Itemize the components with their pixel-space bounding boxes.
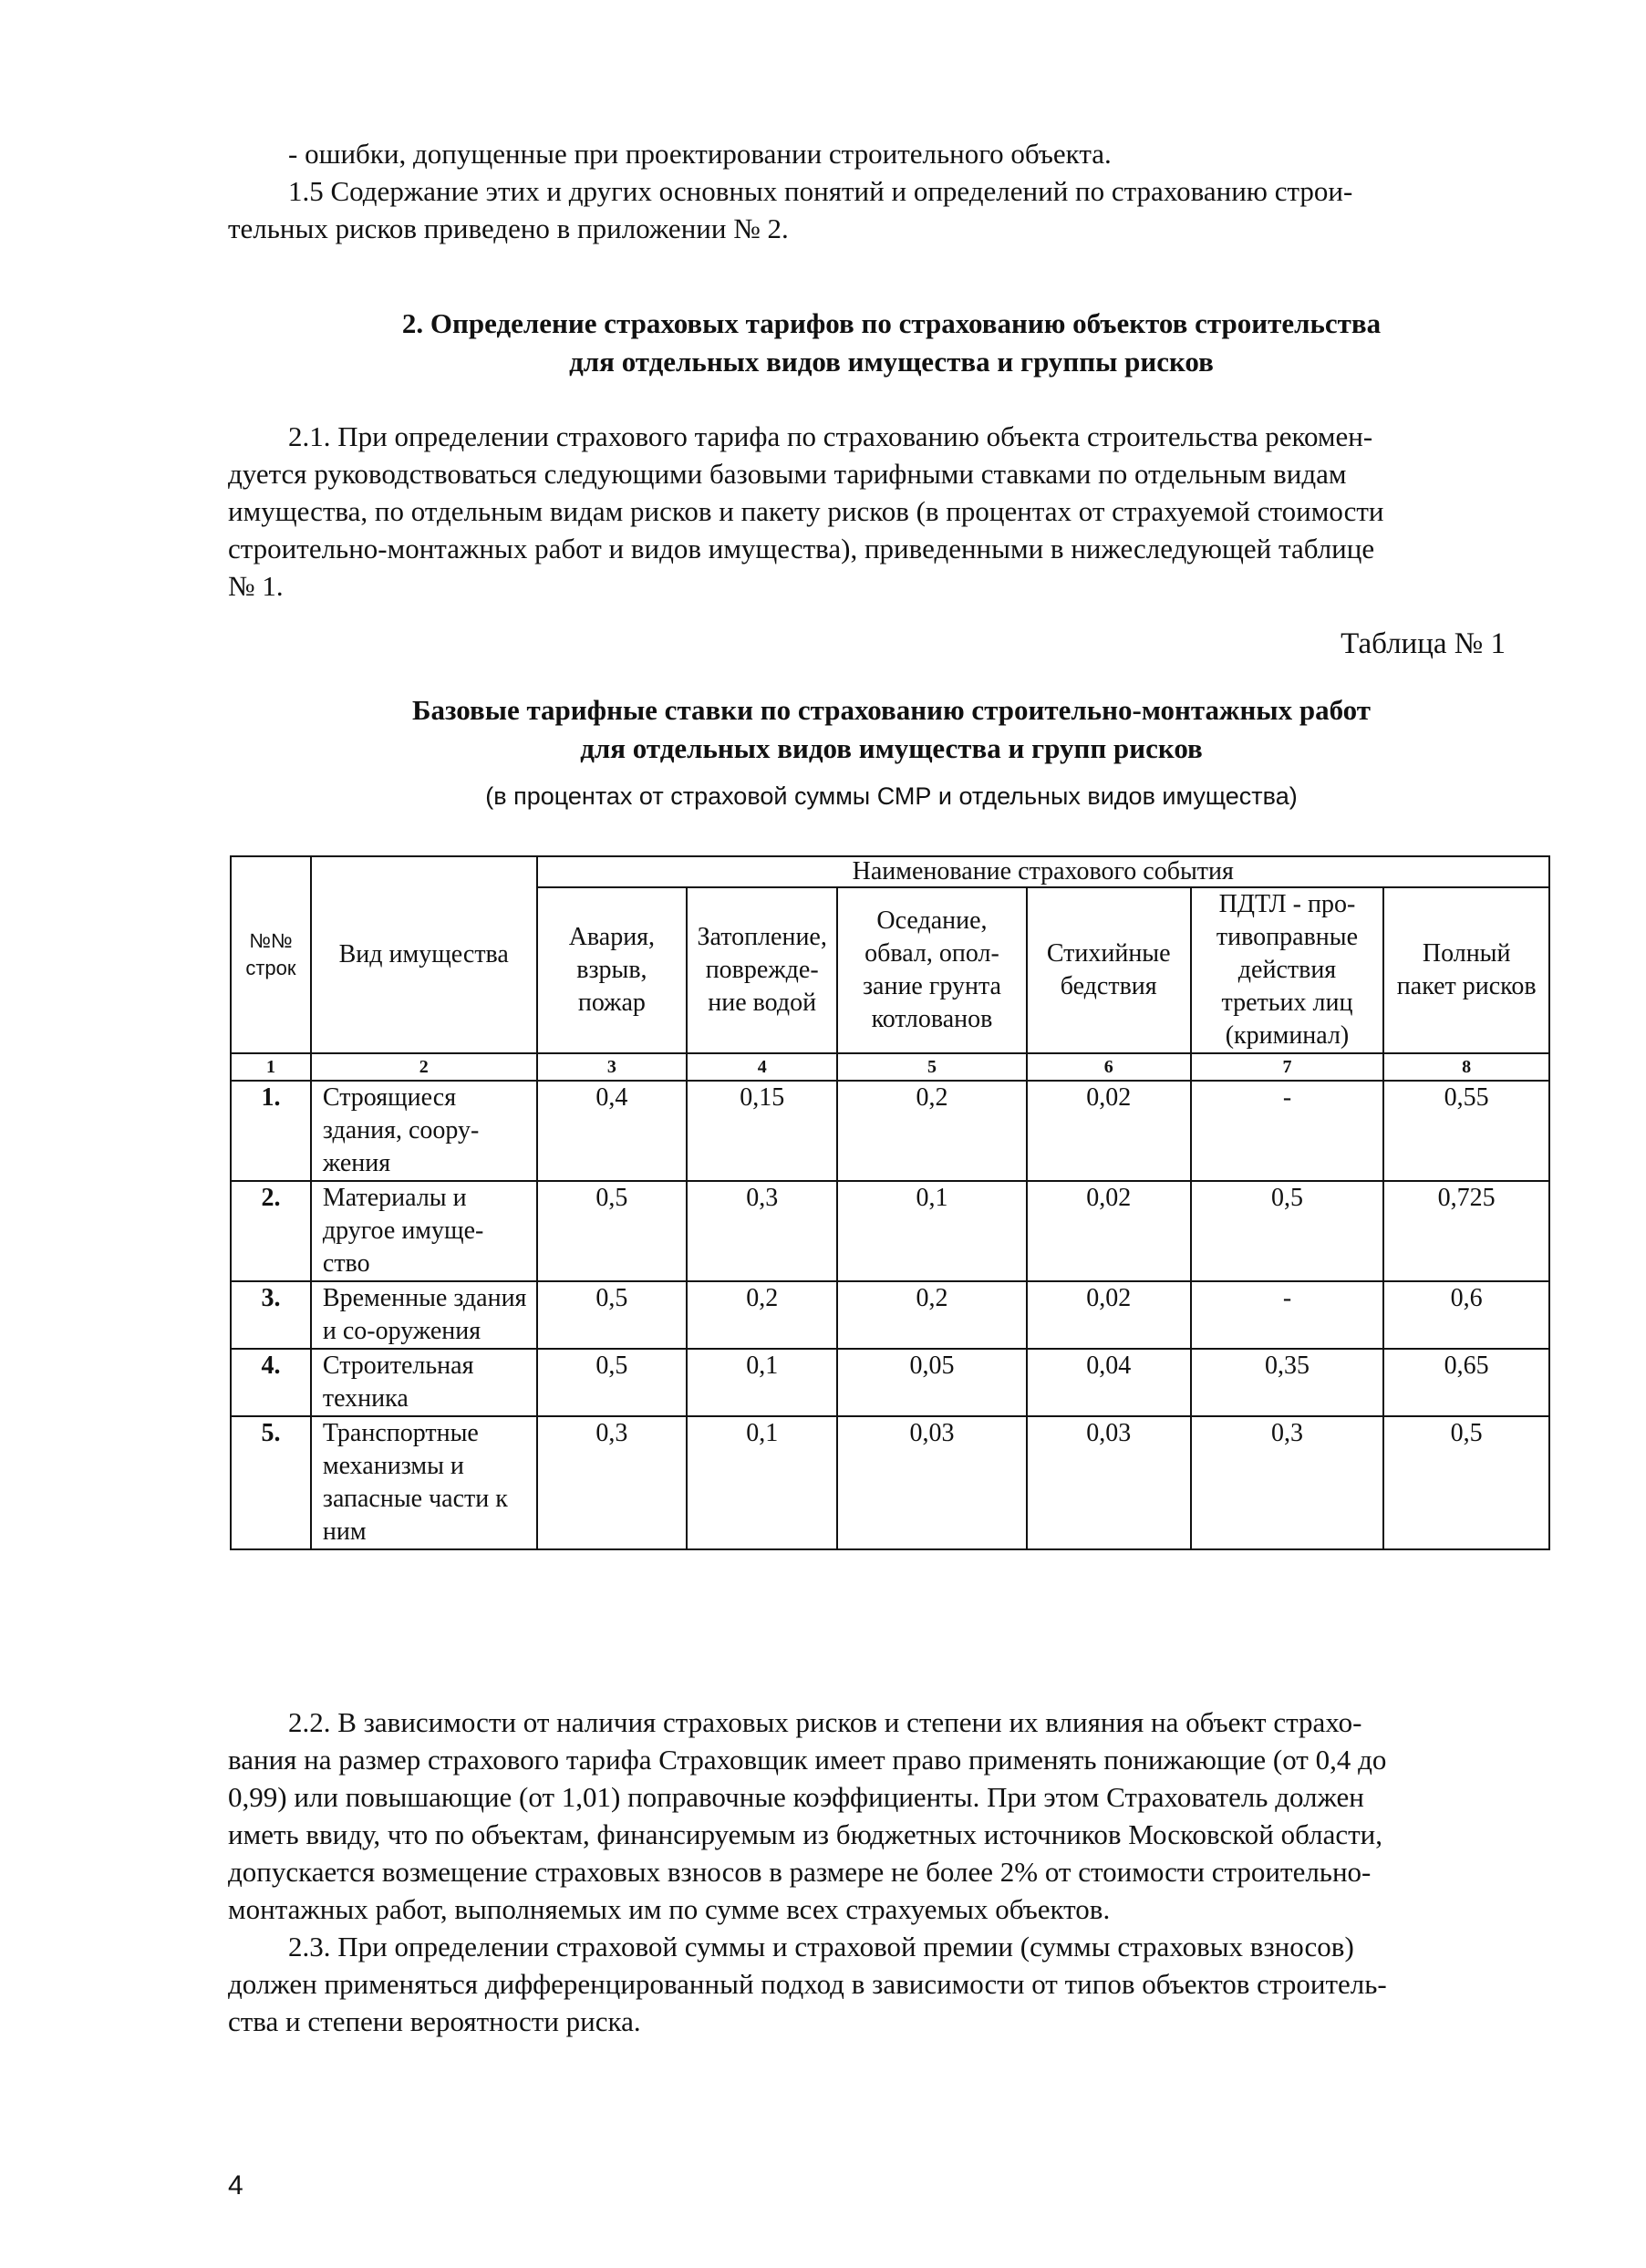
rate-cell: 0,2 [687,1281,837,1349]
column-number: 8 [1383,1053,1549,1081]
header-event: Оседание, обвал, опол-зание грунта котлованов [837,887,1027,1053]
column-number: 2 [311,1053,537,1081]
header-event: Стихийные бедствия [1027,887,1191,1053]
rate-cell: 0,35 [1191,1349,1384,1416]
table-header-row [231,856,1549,887]
rate-cell: 0,03 [837,1416,1027,1549]
intro-text [228,135,1555,247]
rate-cell: - [1191,1081,1384,1181]
paragraph-line: 2.3. При определении страховой суммы и страховой премии (суммы страховых взносов) [288,1931,1354,1962]
row-property-name: Транспортные механизмы и запасные части к ним [311,1416,537,1549]
paragraph-line: 2.1. При определении страхового тарифа по страхованию объекта строительства рекомен- [288,420,1373,452]
rate-cell: 0,1 [837,1181,1027,1281]
rate-cell: 0,55 [1383,1081,1549,1181]
rate-cell: 0,15 [687,1081,837,1181]
header-event: Авария, взрыв, пожар [537,887,688,1053]
row-index: 4. [231,1349,311,1416]
row-index: 5. [231,1416,311,1549]
header-event: ПДТЛ - про-тивоправные действия третьих лиц (криминал) [1191,887,1384,1053]
paragraph-line: дуется руководствоваться следующими базовыми тарифными ставками по отдельным видам [228,458,1347,490]
paragraph-line: монтажных работ, выполняемых им по сумме всех страхуемых объектов. [228,1893,1111,1925]
paragraph-line: должен применяться дифференцированный подход в зависимости от типов объектов строитель- [228,1968,1387,2000]
row-property-name: Строящиеся здания, соору-жения [311,1081,537,1181]
column-number-row [231,1053,1549,1081]
paragraph-2-3 [228,1928,1555,2040]
rate-cell: 0,3 [687,1181,837,1281]
rate-cell: 0,02 [1027,1281,1191,1349]
row-property-name: Строительная техника [311,1349,537,1416]
rate-cell: 0,5 [537,1181,688,1281]
rate-cell: 0,05 [837,1349,1027,1416]
header-event: Затопление, поврежде-ние водой [687,887,837,1053]
table-number-label: Таблица № 1 [1341,627,1506,660]
header-event: Полный пакет рисков [1383,887,1549,1053]
row-index: 1. [231,1081,311,1181]
section-2-heading: 2. Определение страховых тарифов по страхованию объектов строительства для отдельных видов имущества и группы рисков [401,307,1382,378]
header-event-group: Наименование страхового события [537,856,1549,887]
row-property-name: Временные здания и со-оружения [311,1281,537,1349]
paragraph-line: № 1. [228,570,284,602]
paragraph-1-5-line: тельных рисков приведено в приложении № 2. [228,212,789,244]
rate-cell: 0,5 [1191,1181,1384,1281]
paragraph-line: строительно-монтажных работ и видов имущества), приведенными в нижеследующей таблице [228,533,1375,564]
column-number: 4 [687,1053,837,1081]
page-number: 4 [228,2170,243,2201]
paragraph-line: 2.2. В зависимости от наличия страховых рисков и степени их влияния на объект страхо- [288,1706,1362,1738]
paragraph-2-1 [228,418,1555,605]
rate-cell: 0,1 [687,1416,837,1549]
rate-cell: 0,2 [837,1081,1027,1181]
row-index: 3. [231,1281,311,1349]
table-row [231,1416,1549,1549]
paragraph-2-2 [228,1704,1555,1928]
rate-cell: 0,3 [1191,1416,1384,1549]
tariff-table [230,855,1550,1550]
rate-cell: 0,02 [1027,1181,1191,1281]
table-row [231,1181,1549,1281]
table-title: Базовые тарифные ставки по страхованию строительно-монтажных работ для отдельных видов имущества и групп рисков [412,694,1371,764]
header-property-type: Вид имущества [311,856,537,1053]
table-row [231,1081,1549,1181]
rate-cell: 0,5 [537,1281,688,1349]
rate-cell: 0,5 [537,1349,688,1416]
rate-cell: 0,725 [1383,1181,1549,1281]
rate-cell: 0,02 [1027,1081,1191,1181]
rate-cell: 0,3 [537,1416,688,1549]
table-row [231,1281,1549,1349]
column-number: 3 [537,1053,688,1081]
intro-line: - ошибки, допущенные при проектировании строительного объекта. [288,138,1112,170]
rate-cell: 0,65 [1383,1349,1549,1416]
row-property-name: Материалы и другое имуще-ство [311,1181,537,1281]
paragraph-line: иметь ввиду, что по объектам, финансируемым из бюджетных источников Московской области, [228,1818,1382,1850]
paragraph-line: имущества, по отдельным видам рисков и пакету рисков (в процентах от страхуемой стоимости [228,495,1384,527]
paragraph-1-5-line: 1.5 Содержание этих и других основных понятий и определений по страхованию строи- [288,175,1353,207]
paragraph-line: вания на размер страхового тарифа Страховщик имеет право применять понижающие (от 0,4 до [228,1744,1387,1776]
paragraph-line: допускается возмещение страховых взносов в размере не более 2% от стоимости строительно- [228,1856,1372,1888]
rate-cell: 0,5 [1383,1416,1549,1549]
column-number: 5 [837,1053,1027,1081]
table-row [231,1349,1549,1416]
header-row-index: №№ строк [231,856,311,1053]
column-number: 1 [231,1053,311,1081]
rate-cell: 0,6 [1383,1281,1549,1349]
rate-cell: 0,1 [687,1349,837,1416]
rate-cell: 0,04 [1027,1349,1191,1416]
column-number: 6 [1027,1053,1191,1081]
table-subtitle: (в процентах от страховой суммы СМР и отдельных видов имущества) [485,782,1298,810]
rate-cell: 0,4 [537,1081,688,1181]
paragraph-line: 0,99) или повышающие (от 1,01) поправочные коэффициенты. При этом Страхователь должен [228,1781,1364,1813]
rate-cell: 0,2 [837,1281,1027,1349]
rate-cell: 0,03 [1027,1416,1191,1549]
rate-cell: - [1191,1281,1384,1349]
column-number: 7 [1191,1053,1384,1081]
row-index: 2. [231,1181,311,1281]
paragraph-line: ства и степени вероятности риска. [228,2005,641,2037]
